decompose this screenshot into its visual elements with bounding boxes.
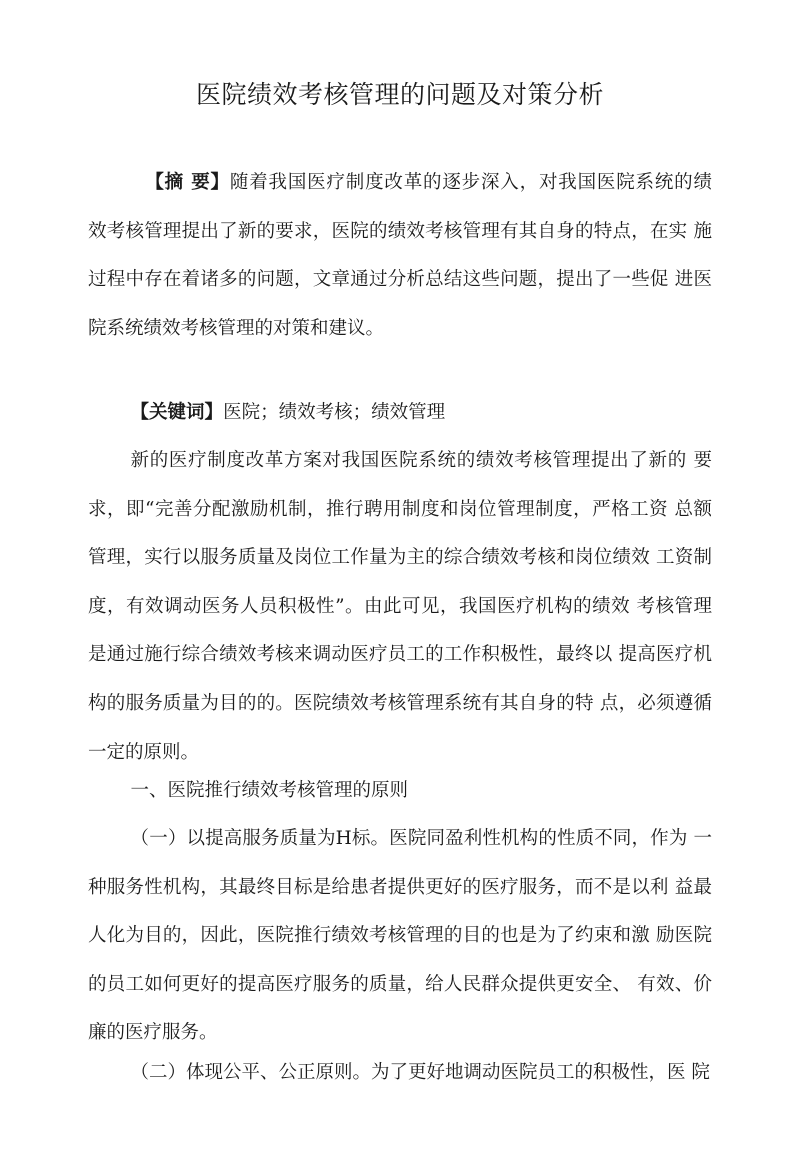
abstract-text: 随着我国医疗制度改革的逐步深入，对我国医院系统的绩 效考核管理提出了新的要求，医院的绩效考核管理有其自身的特点，在实 施过程中存在着诸多的问题，文章通过分析总结这些问题，提出了一些促 进医院系统绩效考核管理的对策和建议。 — [88, 172, 712, 339]
principle-1-paragraph: （一）以提高服务质量为H标。医院同盈利性机构的性质不同，作为 一种服务性机构，其最终目标是给患者提供更好的医疗服务，而不是以利 益最人化为目的，因此，医院推行绩效考核管理的目的也是为了约束和激 励医院的员工如何更好的提高医疗服务的质量，给人民群众提供更安全、 有效、价廉的医疗服务。 — [88, 828, 712, 1044]
section-heading: 一、医院推行绩效考核管理的原则 — [130, 780, 409, 801]
document-title: 医院绩效考核管理的问题及对策分析 — [195, 80, 604, 109]
abstract-label: 【摘 要】 — [145, 172, 230, 193]
keywords-paragraph — [88, 389, 712, 438]
keywords-label: 【关键词】 — [130, 402, 224, 423]
abstract-paragraph — [88, 159, 712, 353]
keywords-text: 医院；绩效考核；绩效管理 — [223, 402, 446, 423]
intro-paragraph: 新的医疗制度改革方案对我国医院系统的绩效考核管理提出了新的 要求，即“完善分配激励机制，推行聘用制度和岗位管理制度，严格工资 总额管理，实行以服务质量及岗位工作量为主的综合绩效考核和岗位绩效 工资制度，有效调动医务人员积极性”。由此可见，我国医疗机构的绩效 考核管理是通过施行综合绩效考核来调动医疗员工的工作积极性，最终以 提高医疗机构的服务质量为目的的。医院绩效考核管理系统有其自身的特 点，必须遵循一定的原则。 — [88, 450, 712, 763]
principle-2-paragraph: （二）体现公平、公正原则。为了更好地调动医院员工的积极性，医 院 — [130, 1062, 710, 1083]
